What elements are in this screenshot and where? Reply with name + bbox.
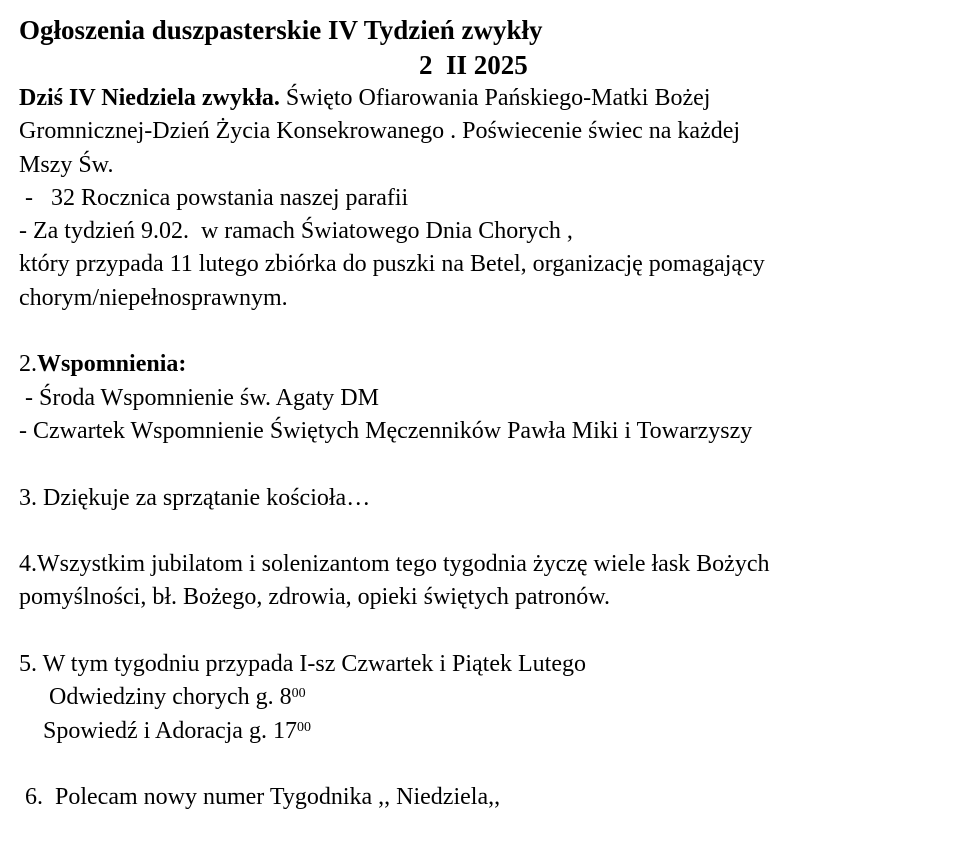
item2-heading-line (19, 348, 949, 381)
item2-heading: Wspomnienia: (37, 351, 187, 378)
item5-visits (19, 681, 949, 714)
item5-confession-text: Spowiedź i Adoracja g. 17 (19, 717, 297, 744)
announcements-document (19, 12, 949, 815)
item5-line1: 5. W tym tygodniu przypada I-sz Czwartek i Piątek Lutego (19, 651, 586, 678)
item1-line7: chorym/niepełnosprawnym. (19, 284, 288, 311)
item1-line5: - Za tydzień 9.02. w ramach Światowego Dnia Chorych , (19, 218, 573, 245)
item5-visits-text: Odwiedziny chorych g. 8 (19, 684, 292, 711)
item1-line1 (19, 82, 949, 115)
item5-visits-sup: 00 (291, 686, 306, 702)
spacer (19, 315, 949, 348)
item2-number: 2. (19, 351, 37, 378)
document-title: Ogłoszenia duszpasterskie IV Tydzień zwykły (19, 15, 543, 45)
item1-lead-rest: Święto Ofiarowania Pańskiego-Matki Bożej (279, 85, 711, 111)
spacer (19, 748, 949, 781)
item2-line1: - Środa Wspomnienie św. Agaty DM (19, 384, 379, 411)
item1-line6: który przypada 11 lutego zbiórka do puszki na Betel, organizację pomagający (19, 251, 765, 278)
document-date: 2 II 2025 (419, 50, 528, 80)
item4-line2: pomyślności, bł. Bożego, zdrowia, opieki świętych patronów. (19, 584, 610, 611)
item3-line1: 3. Dziękuje za sprzątanie kościoła… (19, 484, 371, 511)
item1-line4: - 32 Rocznica powstania naszej parafii (19, 184, 409, 211)
item6-line1: 6. Polecam nowy numer Tygodnika ,, Niedziela,, (19, 784, 501, 811)
spacer (19, 448, 949, 481)
spacer (19, 515, 949, 548)
spacer (19, 615, 949, 648)
item5-confession (19, 715, 949, 748)
item1-line3: Mszy Św. (19, 151, 114, 178)
item1-line2: Gromnicznej-Dzień Życia Konsekrowanego . Poświecenie świec na każdej (19, 118, 741, 145)
item4-line1: 4.Wszystkim jubilatom i solenizantom tego tygodnia życzę wiele łask Bożych (19, 551, 770, 578)
item1-lead-bold: Dziś IV Niedziela zwykła. (19, 85, 280, 111)
item2-line2: - Czwartek Wspomnienie Świętych Męczenników Pawła Miki i Towarzyszy (19, 417, 753, 444)
item5-confession-sup: 00 (296, 719, 311, 735)
